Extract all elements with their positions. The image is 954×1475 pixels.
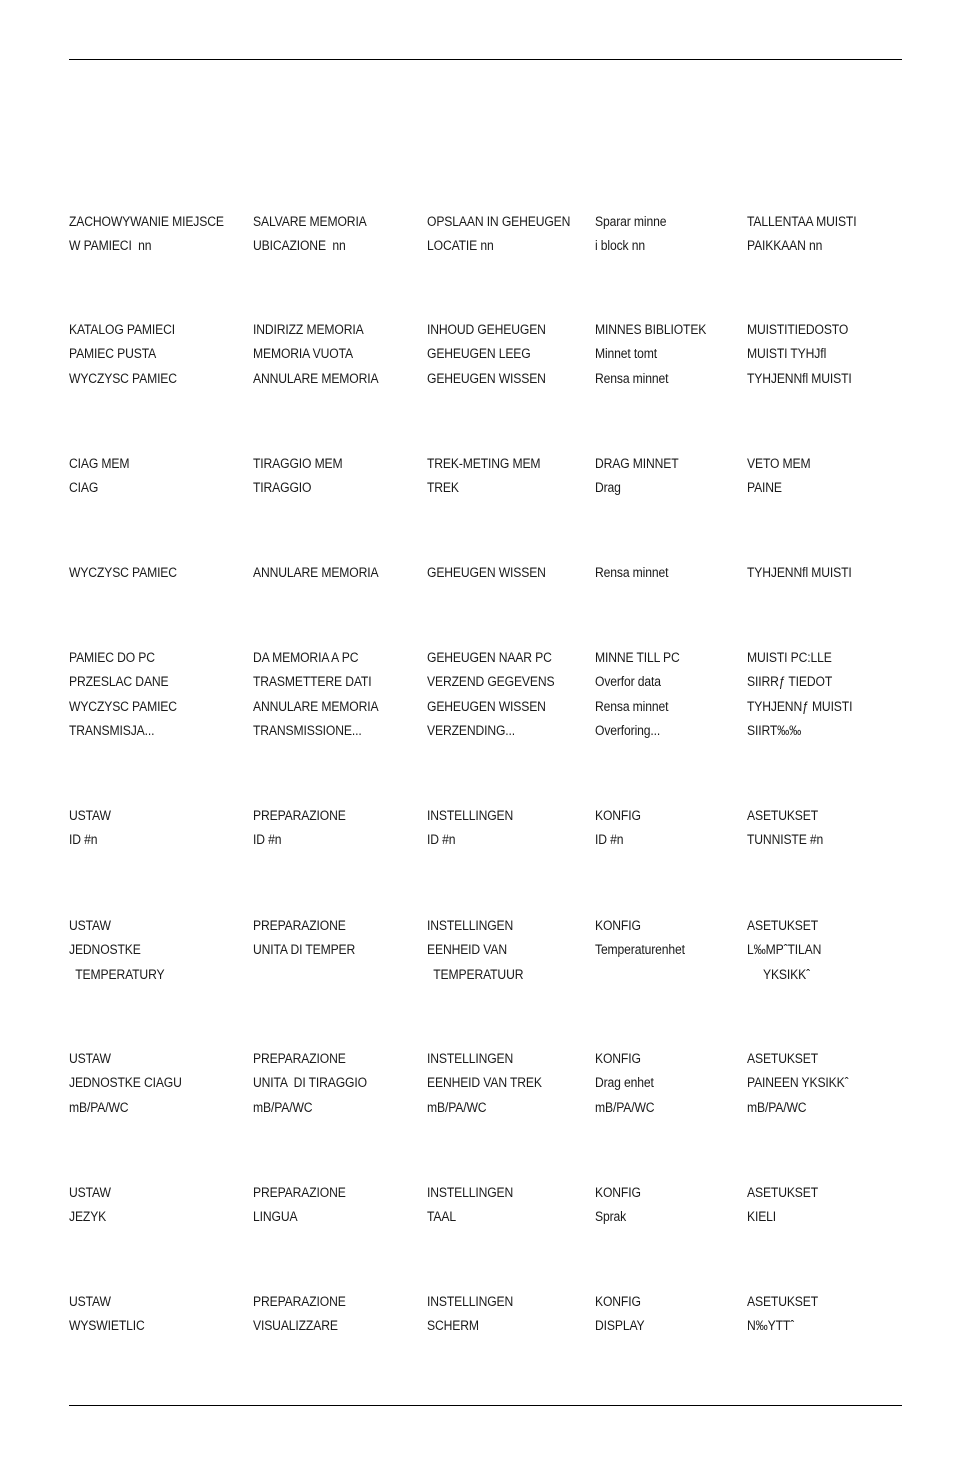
text-line: ID #n <box>253 832 282 848</box>
text-line: mB/PA/WC <box>69 1099 129 1115</box>
swedish-cell <box>595 318 719 391</box>
text-line: USTAW <box>69 1051 111 1066</box>
text-line: EENHEID VAN <box>427 942 507 958</box>
text-line: SIIRT‰‰ <box>747 722 802 738</box>
text-line: INSTELLINGEN <box>427 808 514 823</box>
text-line: CIAG <box>69 480 99 496</box>
text-line: USTAW <box>69 808 111 823</box>
text-line: USTAW <box>69 918 111 933</box>
text-line: TYHJENNƒ MUISTI <box>747 698 853 714</box>
text-line: VERZEND GEGEVENS <box>427 674 555 690</box>
polish-cell <box>69 452 136 501</box>
text-line: mB/PA/WC <box>747 1099 807 1115</box>
text-line: LINGUA <box>253 1209 298 1225</box>
text-line: Rensa minnet <box>595 698 669 714</box>
text-line: KONFIG <box>595 1294 641 1309</box>
text-line: Drag <box>595 480 621 496</box>
text-line: TIRAGGIO <box>253 480 312 496</box>
swedish-cell <box>595 646 689 743</box>
swedish-cell <box>595 561 677 585</box>
swedish-cell <box>595 1047 661 1120</box>
text-line: TRASMETTERE DATI <box>253 674 372 690</box>
text-line: USTAW <box>69 1185 111 1200</box>
polish-cell <box>69 804 116 853</box>
text-line: ASETUKSET <box>747 1294 819 1309</box>
text-line: SIIRRƒ TIEDOT <box>747 674 833 690</box>
text-line: ID #n <box>69 832 98 848</box>
polish-cell <box>69 646 189 743</box>
swedish-cell <box>595 452 688 501</box>
text-line: ZACHOWYWANIE MIEJSCE <box>69 214 224 229</box>
text-line: ID #n <box>427 832 456 848</box>
dutch-cell <box>427 1181 523 1230</box>
text-line: Overforing... <box>595 722 661 738</box>
text-line: SALVARE MEMORIA <box>253 214 367 229</box>
text-line: PREPARAZIONE <box>253 1294 346 1309</box>
text-line: TAAL <box>427 1209 456 1225</box>
dutch-cell <box>427 452 553 501</box>
swedish-cell <box>595 1290 650 1339</box>
polish-cell <box>69 318 189 391</box>
text-line: ASETUKSET <box>747 1051 819 1066</box>
dutch-cell <box>427 210 586 259</box>
text-line: DRAG MINNET <box>595 456 679 471</box>
text-line: i block nn <box>595 238 645 254</box>
text-line: MEMORIA VUOTA <box>253 346 353 362</box>
dutch-cell <box>427 646 569 743</box>
text-line: ANNULARE MEMORIA <box>253 565 379 580</box>
text-line: TUNNISTE #n <box>747 832 824 848</box>
finnish-cell <box>747 561 863 585</box>
dutch-cell <box>427 561 559 585</box>
swedish-cell <box>595 210 674 259</box>
italian-cell <box>253 1290 356 1339</box>
text-line: PAIKKAAN nn <box>747 238 823 254</box>
text-line: TEMPERATURY <box>69 966 165 982</box>
text-line: TEMPERATUUR <box>427 966 524 982</box>
text-line: INSTELLINGEN <box>427 1185 514 1200</box>
italian-cell <box>253 646 392 743</box>
text-line: VETO MEM <box>747 456 811 471</box>
finnish-cell <box>747 1047 860 1120</box>
dutch-cell <box>427 804 523 853</box>
text-line: KIELI <box>747 1209 777 1225</box>
text-line: MUISTITIEDOSTO <box>747 322 849 337</box>
text-line: DA MEMORIA A PC <box>253 650 359 665</box>
text-line: GEHEUGEN LEEG <box>427 346 531 362</box>
text-line: UNITA DI TEMPER <box>253 942 356 958</box>
text-line: TREK <box>427 480 459 496</box>
text-line: YKSIKKˆ <box>747 966 810 982</box>
text-line: SCHERM <box>427 1318 479 1334</box>
text-line: GEHEUGEN WISSEN <box>427 565 546 580</box>
italian-cell <box>253 561 392 585</box>
text-line: PAMIEC DO PC <box>69 650 155 665</box>
text-line: PREPARAZIONE <box>253 1185 346 1200</box>
text-line: VISUALIZZARE <box>253 1318 338 1334</box>
text-line: WYCZYSC PAMIEC <box>69 565 177 580</box>
text-line: ASETUKSET <box>747 808 819 823</box>
text-line: KONFIG <box>595 808 641 823</box>
text-line: USTAW <box>69 1294 111 1309</box>
text-line: TRANSMISJA... <box>69 722 155 738</box>
text-line: ANNULARE MEMORIA <box>253 698 379 714</box>
text-line: TYHJENNﬂ MUISTI <box>747 565 852 580</box>
italian-cell <box>253 318 392 391</box>
text-line: VERZENDING... <box>427 722 516 738</box>
italian-cell <box>253 1047 380 1120</box>
dutch-cell <box>427 1290 523 1339</box>
text-line: ASETUKSET <box>747 918 819 933</box>
text-line: MUISTI PC:LLE <box>747 650 832 665</box>
text-line: LOCATIE nn <box>427 238 494 254</box>
text-line: TALLENTAA MUISTI <box>747 214 857 229</box>
text-line: INSTELLINGEN <box>427 918 514 933</box>
polish-cell <box>69 1047 194 1120</box>
italian-cell <box>253 804 356 853</box>
text-line: INHOUD GEHEUGEN <box>427 322 546 337</box>
text-line: ANNULARE MEMORIA <box>253 370 379 386</box>
finnish-cell <box>747 1290 826 1339</box>
text-line: ASETUKSET <box>747 1185 819 1200</box>
polish-cell <box>69 561 189 585</box>
text-line: TYHJENNﬂ MUISTI <box>747 370 852 386</box>
text-line: ID #n <box>595 832 624 848</box>
polish-cell <box>69 1181 116 1230</box>
dutch-cell <box>427 914 534 987</box>
text-line: JEDNOSTKE CIAGU <box>69 1075 182 1091</box>
text-line: Drag enhet <box>595 1075 654 1091</box>
swedish-cell <box>595 1181 646 1230</box>
text-line: INSTELLINGEN <box>427 1294 514 1309</box>
polish-cell <box>69 210 241 259</box>
text-line: DISPLAY <box>595 1318 645 1334</box>
text-line: PREPARAZIONE <box>253 918 346 933</box>
text-line: W PAMIECI nn <box>69 238 152 254</box>
text-line: Overfor data <box>595 674 661 690</box>
text-line: INSTELLINGEN <box>427 1051 514 1066</box>
text-line: L‰MPˆTILAN <box>747 942 822 958</box>
finnish-cell <box>747 452 818 501</box>
finnish-cell <box>747 804 832 853</box>
text-line: PRZESLAC DANE <box>69 674 169 690</box>
text-line: OPSLAAN IN GEHEUGEN <box>427 214 571 229</box>
text-line: PREPARAZIONE <box>253 1051 346 1066</box>
text-line: mB/PA/WC <box>427 1099 487 1115</box>
italian-cell <box>253 452 352 501</box>
text-line: JEZYK <box>69 1209 107 1225</box>
text-line: KATALOG PAMIECI <box>69 322 176 337</box>
finnish-cell <box>747 914 830 987</box>
text-line: Temperaturenhet <box>595 942 685 958</box>
text-line: GEHEUGEN WISSEN <box>427 370 546 386</box>
swedish-cell <box>595 914 695 963</box>
finnish-cell <box>747 318 863 391</box>
text-line: PAINEEN YKSIKKˆ <box>747 1075 849 1091</box>
italian-cell <box>253 1181 356 1230</box>
text-line: Rensa minnet <box>595 565 669 580</box>
text-line: TRANSMISSIONE... <box>253 722 362 738</box>
bottom-rule <box>69 1405 902 1406</box>
text-line: UBICAZIONE nn <box>253 238 346 254</box>
text-line: CIAG MEM <box>69 456 130 471</box>
dutch-cell <box>427 318 559 391</box>
text-line: N‰YTTˆ <box>747 1318 795 1334</box>
text-line: PAMIEC PUSTA <box>69 346 157 362</box>
text-line: WYSWIETLIC <box>69 1318 145 1334</box>
text-line: PAINE <box>747 480 782 496</box>
text-line: Sparar minne <box>595 214 667 229</box>
italian-cell <box>253 914 367 963</box>
finnish-cell <box>747 210 869 259</box>
text-line: UNITA DI TIRAGGIO <box>253 1075 367 1091</box>
text-line: MUISTI TYHJﬂ <box>747 346 827 362</box>
text-line: GEHEUGEN WISSEN <box>427 698 546 714</box>
text-line: WYCZYSC PAMIEC <box>69 370 177 386</box>
text-line: WYCZYSC PAMIEC <box>69 698 177 714</box>
dutch-cell <box>427 1047 555 1120</box>
polish-cell <box>69 914 175 987</box>
text-line: JEDNOSTKE <box>69 942 141 958</box>
finnish-cell <box>747 1181 826 1230</box>
text-line: mB/PA/WC <box>253 1099 313 1115</box>
text-line: MINNE TILL PC <box>595 650 680 665</box>
text-line: mB/PA/WC <box>595 1099 655 1115</box>
finnish-cell <box>747 646 864 743</box>
text-line: EENHEID VAN TREK <box>427 1075 542 1091</box>
swedish-cell <box>595 804 646 853</box>
text-line: GEHEUGEN NAAR PC <box>427 650 552 665</box>
text-line: TIRAGGIO MEM <box>253 456 343 471</box>
text-line: KONFIG <box>595 1185 641 1200</box>
text-line: TREK-METING MEM <box>427 456 541 471</box>
text-line: MINNES BIBLIOTEK <box>595 322 707 337</box>
text-line: Rensa minnet <box>595 370 669 386</box>
text-line: KONFIG <box>595 918 641 933</box>
polish-cell <box>69 1290 153 1339</box>
text-line: PREPARAZIONE <box>253 808 346 823</box>
italian-cell <box>253 210 379 259</box>
text-line: KONFIG <box>595 1051 641 1066</box>
text-line: Sprak <box>595 1209 627 1225</box>
text-line: INDIRIZZ MEMORIA <box>253 322 364 337</box>
text-line: Minnet tomt <box>595 346 658 362</box>
